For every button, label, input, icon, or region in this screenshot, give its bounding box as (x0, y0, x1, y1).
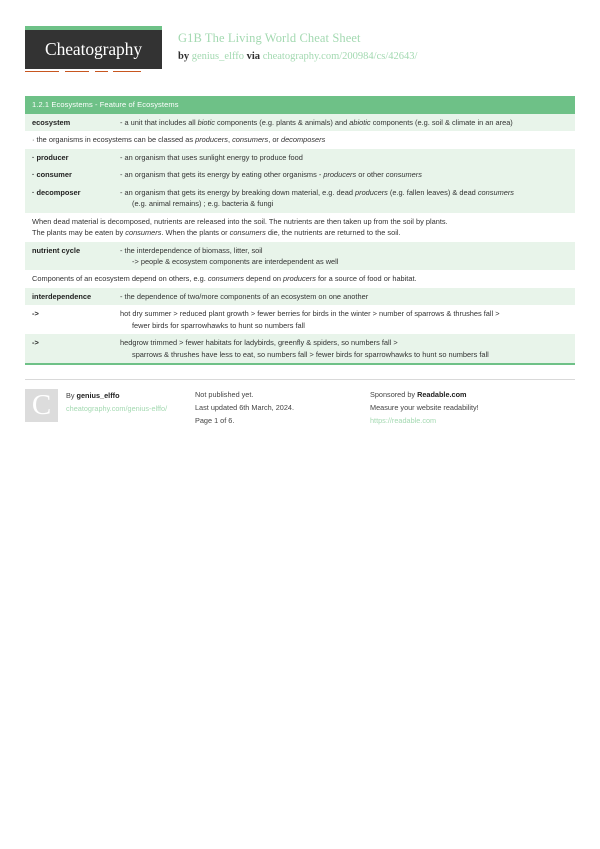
table-row (25, 270, 575, 287)
row-definition (120, 117, 569, 128)
footer-author-column (25, 379, 195, 427)
page-footer (25, 379, 575, 427)
row-term: nutrient cycle (32, 245, 81, 255)
definition-line: (e.g. animal remains) ; e.g. bacteria & fungi (132, 199, 274, 209)
byline-via-label: via (246, 50, 261, 62)
row-definition (120, 245, 569, 268)
row-term: interdependence (32, 291, 92, 301)
table-row (25, 242, 575, 271)
logo-wordmark: Cheatography (45, 38, 142, 59)
row-term: · decomposer (32, 187, 81, 197)
row-definition (120, 291, 569, 302)
page-header (0, 0, 600, 74)
definition-line: -> people & ecosystem components are interdependent as well (132, 256, 339, 266)
sponsor-tagline: Measure your website readability! (370, 403, 479, 413)
logo-underline-segment (95, 71, 108, 73)
title-block (178, 26, 575, 63)
last-updated: Last updated 6th March, 2024. (195, 403, 294, 413)
definition-line: hedgrow trimmed > fewer habitats for ladybirds, greenfly & spiders, so numbers fall > (120, 338, 398, 348)
author-info (66, 389, 167, 416)
table-row (25, 213, 575, 242)
sheet-rows (25, 114, 575, 364)
row-term: -> (32, 338, 39, 348)
row-definition (120, 169, 569, 180)
byline (178, 50, 575, 64)
definition-line: fewer birds for sparrowhawks to hunt so numbers fall (132, 320, 305, 330)
table-row (25, 114, 575, 131)
definition-line: Components of an ecosystem depend on others, e.g. consumers depend on producers for a source of food or habitat. (32, 274, 417, 284)
row-term: · producer (32, 152, 69, 162)
definition-line: · the organisms in ecosystems can be classed as producers, consumers, or decomposers (32, 135, 326, 145)
sponsor-url[interactable]: https://readable.com (370, 415, 437, 425)
definition-line: - an organism that gets its energy by breaking down material, e.g. dead producers (e.g. fallen leaves) & dead consumers (120, 187, 515, 197)
cheat-sheet-table (25, 96, 575, 365)
table-row (25, 288, 575, 305)
definition-line: - the dependence of two/more components of an ecosystem on one another (120, 291, 369, 301)
byline-source-link[interactable]: cheatography.com/200984/cs/42643/ (262, 50, 418, 62)
row-definition (120, 308, 569, 331)
sponsor-name: Readable.com (417, 390, 467, 400)
row-term: -> (32, 309, 39, 319)
definition-line: - an organism that uses sunlight energy to produce food (120, 152, 303, 162)
table-row (25, 334, 575, 363)
definition-line: - the interdependence of biomass, litter, soil (120, 245, 263, 255)
row-term: · consumer (32, 170, 72, 180)
table-row (25, 166, 575, 183)
footer-author-prefix: By (66, 391, 75, 401)
definition-line: The plants may be eaten by consumers. When the plants or consumers die, the nutrients are returned to the soil. (32, 228, 401, 238)
logo-underline-segment (25, 71, 59, 73)
definition-line: When dead material is decomposed, nutrients are released into the soil. The nutrients are then taken up from the soil by plants. (32, 216, 448, 226)
page-number: Page 1 of 6. (195, 415, 235, 425)
row-definition (32, 134, 569, 145)
row-definition (120, 187, 569, 210)
row-term: ecosystem (32, 117, 71, 127)
definition-line: - a unit that includes all biotic components (e.g. plants & animals) and abiotic components (e.g. soil & climate in an area) (120, 117, 513, 127)
logo-underline-segment (65, 71, 89, 73)
definition-line: sparrows & thrushes have less to eat, so numbers fall > fewer birds for sparrowhawks to hunt so numbers fall (132, 349, 489, 359)
footer-author-handle: genius_elffo (76, 391, 120, 401)
page-title: G1B The Living World Cheat Sheet (178, 31, 361, 45)
sponsor-prefix: Sponsored by (370, 390, 416, 400)
definition-line: - an organism that gets its energy by eating other organisms - producers or other consumers (120, 170, 422, 180)
section-header: 1.2.1 Ecosystems - Feature of Ecosystems (25, 96, 575, 114)
table-row (25, 305, 575, 334)
footer-author-name (66, 390, 167, 403)
row-definition (32, 273, 569, 284)
sponsor-line (370, 389, 575, 402)
footer-publish-column (195, 379, 370, 427)
table-row (25, 184, 575, 213)
logo-underline-segment (113, 71, 141, 73)
row-definition (120, 152, 569, 163)
table-row (25, 149, 575, 166)
publish-status: Not published yet. (195, 390, 254, 400)
footer-author-url[interactable]: cheatography.com/genius-elffo/ (66, 404, 168, 414)
cheatography-logo[interactable] (25, 26, 162, 69)
byline-by-label: by (178, 50, 190, 62)
avatar: C (25, 389, 58, 422)
table-row (25, 131, 575, 148)
byline-author-link[interactable]: genius_elffo (191, 50, 245, 62)
footer-sponsor-column (370, 379, 575, 427)
row-definition (120, 337, 569, 360)
row-definition (32, 216, 569, 239)
definition-line: hot dry summer > reduced plant growth > fewer berries for birds in the winter > number of sparrows & thrushes fall > (120, 309, 500, 319)
